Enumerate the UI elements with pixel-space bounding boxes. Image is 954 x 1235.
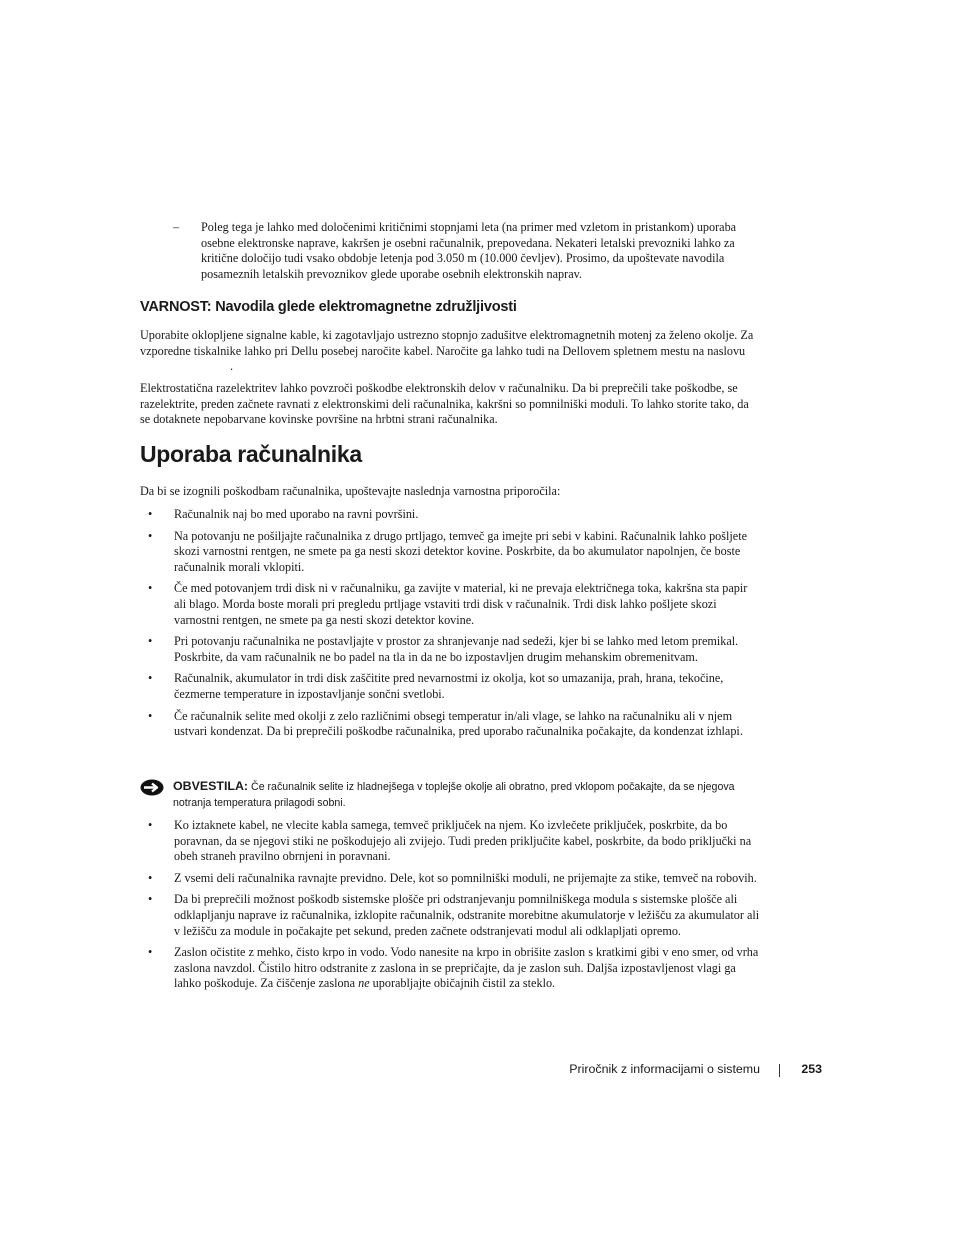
- bullet-marker: •: [148, 634, 153, 649]
- bullet-marker: •: [148, 581, 153, 596]
- list-item: [148, 709, 760, 740]
- bullet-list-b: [148, 818, 760, 992]
- dash-list-item: [173, 220, 763, 282]
- page-number: 253: [801, 1062, 822, 1076]
- list-item-text: Računalnik naj bo med uporabo na ravni površini.: [174, 507, 419, 521]
- list-item: [148, 529, 760, 576]
- list-item-text: Računalnik, akumulator in trdi disk zaščitite pred nevarnostmi iz okolja, kot so umazanija, prah, hrana, tekočine, čezmerne temperature in izpostavljanje sončni svetlobi.: [174, 671, 724, 701]
- list-item: [148, 945, 760, 992]
- notice-icon: [140, 779, 164, 796]
- list-item: [148, 634, 760, 665]
- notice-text: Če računalnik selite iz hladnejšega v toplejše okolje ali obratno, pred vklopom počakajte, da se njegova notranja temperatura prilagodi sobni.: [173, 781, 735, 809]
- bullet-marker: •: [148, 507, 153, 521]
- bullet-marker: •: [148, 870, 153, 885]
- emc-paragraph: [140, 328, 760, 375]
- bullet-marker: •: [148, 708, 153, 723]
- list-item-text: Če med potovanjem trdi disk ni v računalniku, ga zavijte v material, ki ne prevaja električnega toka, kakršna sta papir ali blago. Morda boste morali pri pregledu prtljage vstaviti trdi disk v računalnik. Trdi disk lahko pošljete skozi varnostni rentgen, ne smete pa ga nesti skozi detektor kovine.: [174, 581, 748, 627]
- dash-item-text: Poleg tega je lahko med določenimi kritičnimi stopnjami leta (na primer med vzletom in pristankom) uporaba osebne elektronske naprave, kakršen je osebni računalnik, prepovedana. Nekateri letalski prevozniki lahko za kritične določijo tudi vsako obdobje letenja pod 3.050 m (10.000 čevljev). Prosimo, da upoštevate navodila posameznih letalskih prevoznikov glede uporabe osebnih elektronskih naprav.: [201, 220, 737, 281]
- bullet-marker: •: [148, 892, 153, 907]
- list-item: [148, 581, 760, 628]
- notice-label: OBVESTILA:: [173, 779, 249, 793]
- list-item-text: Z vsemi deli računalnika ravnajte previdno. Dele, kot so pomnilniški moduli, ne prijemajte za stike, temveč na robovih.: [174, 870, 757, 885]
- list-item: [148, 892, 760, 939]
- list-item-text: Če računalnik selite med okolji z zelo različnimi obsegi temperatur in/ali vlage, se lahko na računalniku ali v njem ustvari kondenzat. Da bi preprečili poškodbe računalnika, pred uporabo računalnika počakajte, da kondenzat izhlapi.: [174, 708, 743, 739]
- list-item: [148, 507, 760, 523]
- bullet-marker: •: [148, 528, 153, 543]
- list-item: [148, 671, 760, 702]
- list-item-text: Ko iztaknete kabel, ne vlecite kabla samega, temveč priključek na njem. Ko izvlečete priključek, poskrbite, da bo poravnan, da se njegovi stiki ne poškodujejo ali zvijejo. Tudi preden priključite kabel, poskrbite, da bodo priključki na obeh straneh pravilno obrnjeni in poravnani.: [174, 818, 752, 864]
- notice-text-block: [173, 778, 760, 811]
- emc-paragraph-text: Uporabite oklopljene signalne kable, ki zagotavljajo ustrezno stopnjo zadušitve elektromagnetnih motenj za želeno okolje. Za vzporedne tiskalnike lahko pri Dellu posebej naročite kabel. Naročite ga lahko tudi na Dellovem spletnem mestu na naslovu: [140, 328, 754, 358]
- emc-heading: VARNOST: Navodila glede elektromagnetne združljivosti: [140, 299, 517, 315]
- bullet-list-a: [148, 507, 760, 740]
- list-item-text: Zaslon očistite z mehko, čisto krpo in vodo. Vodo nanesite na krpo in obrišite zaslon s kratkimi gibi v eno smer, od vrha zaslona navzdol. Čistilo hitro odstranite z zaslona in se prepričajte, da je zaslon suh. Daljša izpostavljenost vlagi ga lahko poškoduje. Za čiščenje zaslona: [174, 945, 759, 991]
- footer-divider: [779, 1064, 780, 1077]
- notice-box: [140, 778, 760, 811]
- list-item-text: Da bi preprečili možnost poškodb sistemske plošče pri odstranjevanju pomnilniškega modula s sistemske plošče ali odklapljanju naprave iz računalnika, izklopite računalnik, odstranite morebitne akumulatorje v ležišču za akumulator ali v ležišču za module in počakajte pet sekund, preden začnete odstranjevati modul ali odklapljati opremo.: [174, 892, 760, 938]
- bullet-marker: •: [148, 818, 153, 832]
- section-title: Uporaba računalnika: [140, 441, 362, 467]
- list-item: [148, 818, 760, 865]
- list-item-text-end: uporabljajte običajnih čistil za steklo.: [369, 976, 556, 991]
- list-item-text: Na potovanju ne pošiljajte računalnika z drugo prtljago, temveč ga imejte pri sebi v kabini. Računalnik lahko pošljete skozi varnostni rentgen, ne smete pa ga nesti skozi detektor kovine. Poskrbite, da bo akumulator napolnjen, če boste računalnik morali vklopiti.: [174, 528, 747, 574]
- list-item: [148, 871, 760, 887]
- emc-paragraph-end: .: [230, 359, 234, 374]
- section-intro: Da bi se izognili poškodbam računalnika, upoštevajte naslednja varnostna priporočila:: [140, 484, 561, 498]
- emphasis-text: ne: [358, 976, 370, 991]
- footer-title: Priročnik z informacijami o sistemu: [569, 1062, 760, 1076]
- bullet-marker: •: [148, 945, 153, 960]
- esd-paragraph: Elektrostatična razelektritev lahko povzroči poškodbe elektronskih delov v računalniku. Da bi preprečili take poškodbe, se razelektrite, preden začnete ravnati z elektronskimi deli računalnika, kakršni so pomnilniški moduli. To lahko storite tako, da se dotaknete nepobarvane kovinske površine na hrbtni strani računalnika.: [140, 381, 749, 427]
- list-item-text: Pri potovanju računalnika ne postavljajte v prostor za shranjevanje nad sedeži, kjer bi se lahko med letom premikal. Poskrbite, da vam računalnik ne bo padel na tla in da ne bo izpostavljen drugim mehanskim obremenitvam.: [174, 634, 739, 664]
- dash-marker: –: [173, 220, 180, 234]
- bullet-marker: •: [148, 671, 153, 686]
